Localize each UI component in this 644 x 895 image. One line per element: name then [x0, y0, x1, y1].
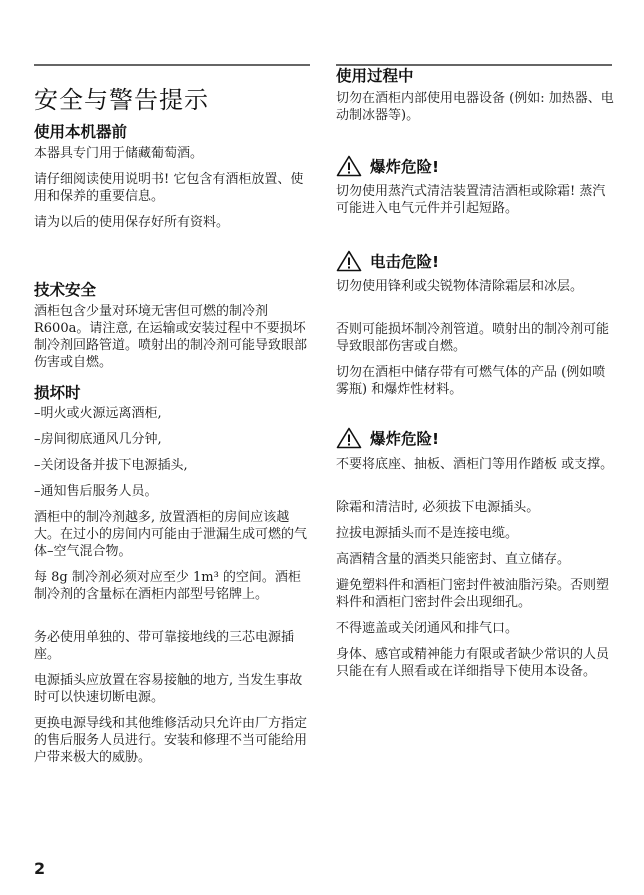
damage-paragraph-3: 务必使用单独的、带可靠接地线的三芯电源插座。	[34, 630, 295, 662]
warning-title: 爆炸危险!	[370, 430, 440, 448]
damage-paragraph-1: 酒柜中的制冷剂越多, 放置酒柜的房间应该越大。在过小的房间内可能由于泄漏生成可燃的气体–空气混合物。	[34, 510, 308, 559]
warn3-paragraph-5: 避免塑料件和酒柜门密封件被油脂污染。否则塑料件和酒柜门密封件会出现细孔。	[336, 578, 610, 610]
page-number: 2	[34, 859, 46, 878]
warn3-paragraph-2: 除霜和清洁时, 必须拔下电源插头。	[336, 500, 540, 515]
warn3-paragraph-3: 拉拔电源插头而不是连接电缆。	[336, 526, 519, 541]
warn3-paragraph-1: 不要将底座、抽板、酒柜门等用作踏板 或支撑。	[336, 457, 614, 472]
warn3-paragraph-4: 高酒精含量的酒类只能密封、直立储存。	[336, 552, 571, 567]
warn3-paragraph-6: 不得遮盖或关闭通风和排气口。	[336, 621, 519, 636]
damage-item: –通知售后服务人员。	[34, 484, 158, 499]
warning-electric	[336, 250, 439, 272]
damage-heading: 损坏时	[34, 384, 81, 402]
damage-item: –明火或火源远离酒柜,	[34, 406, 162, 421]
warning-explosion-2	[336, 427, 439, 449]
warning-triangle-icon	[336, 250, 362, 272]
usage-heading: 使用本机器前	[34, 123, 128, 141]
warning-triangle-icon	[336, 155, 362, 177]
warn2-paragraph-3: 切勿在酒柜中储存带有可燃气体的产品 (例如喷雾瓶) 和爆炸性材料。	[336, 365, 606, 397]
usage-paragraph-1: 本器具专门用于储藏葡萄酒。	[34, 146, 204, 161]
top-rule-left	[34, 64, 310, 66]
warning-triangle-icon	[336, 427, 362, 449]
usage-paragraph-3: 请为以后的使用保存好所有资料。	[34, 215, 230, 230]
damage-paragraph-2: 每 8g 制冷剂必须对应至少 1m³ 的空间。酒柜制冷剂的含量标在酒柜内部型号铭牌上。	[34, 570, 301, 602]
tech-paragraph-1: 酒柜包含少量对环境无害但可燃的制冷剂 R600a。请注意, 在运输或安装过程中不要损坏制冷剂回路管道。喷射出的制冷剂可能导致眼部伤害或自燃。	[34, 304, 308, 370]
warning-explosion-1	[336, 155, 439, 177]
tech-heading: 技术安全	[34, 281, 97, 299]
usage-paragraph-2: 请仔细阅读使用说明书! 它包含有酒柜放置、使用和保养的重要信息。	[34, 172, 304, 204]
warn2-paragraph-2: 否则可能损坏制冷剂管道。喷射出的制冷剂可能导致眼部伤害或自燃。	[336, 322, 610, 354]
warning-title: 电击危险!	[370, 253, 440, 271]
damage-paragraph-4: 电源插头应放置在容易接触的地方, 当发生事故时可以快速切断电源。	[34, 673, 303, 705]
process-paragraph-1: 切勿在酒柜内部使用电器设备 (例如: 加热器、电动制冰器等)。	[336, 91, 614, 123]
warn3-paragraph-7: 身体、感官或精神能力有限或者缺少常识的人员只能在有人照看或在详细指导下使用本设备。	[336, 647, 610, 679]
damage-item: –房间彻底通风几分钟,	[34, 432, 162, 447]
page-title: 安全与警告提示	[34, 86, 209, 114]
warn2-paragraph-1: 切勿使用锋利或尖锐物体清除霜层和冰层。	[336, 279, 584, 294]
damage-paragraph-5: 更换电源导线和其他维修活动只允许由厂方指定的售后服务人员进行。安装和修理不当可能给用户带来极大的威胁。	[34, 716, 308, 765]
damage-item: –关闭设备并拔下电源插头,	[34, 458, 188, 473]
warning-title: 爆炸危险!	[370, 158, 440, 176]
process-heading: 使用过程中	[336, 67, 414, 85]
warn1-paragraph-1: 切勿使用蒸汽式清洁装置清洁酒柜或除霜! 蒸汽可能进入电气元件并引起短路。	[336, 184, 606, 216]
